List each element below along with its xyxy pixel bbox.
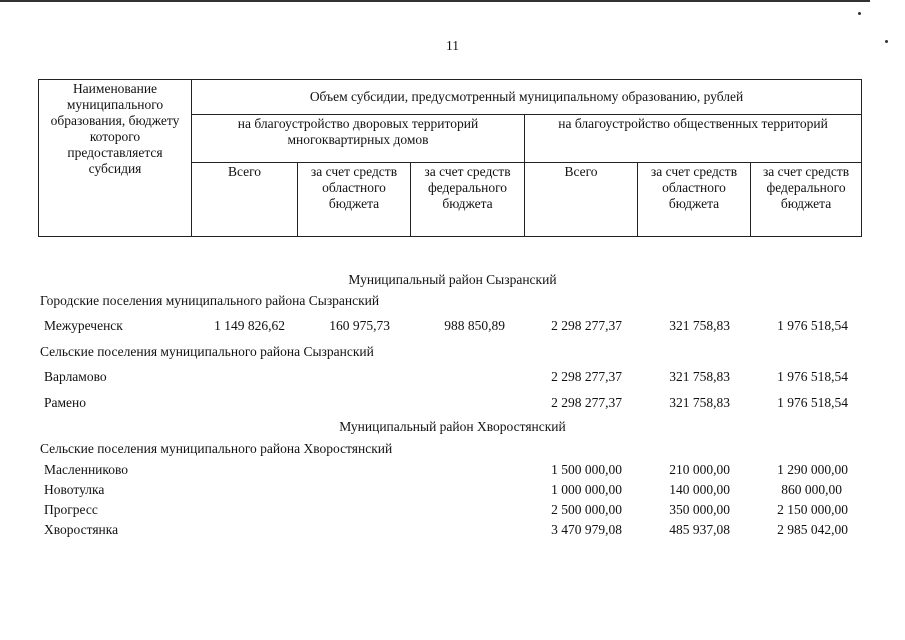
table-row — [0, 462, 905, 480]
header-group-yards: на благоустройство дворовых территорий многоквартирных домов — [192, 115, 525, 163]
scan-top-edge — [0, 0, 870, 2]
row-yards-total: 1 149 826,62 — [214, 318, 285, 333]
row-public-regional: 210 000,00 — [669, 462, 730, 477]
section-district-syzran: Муниципальный район Сызранский — [348, 272, 557, 287]
row-name: Рамено — [44, 395, 87, 410]
row-public-total: 1 500 000,00 — [551, 462, 622, 477]
table-row — [0, 482, 905, 500]
header-group-public: на благоустройство общественных территорий — [525, 115, 862, 163]
row-public-federal: 2 985 042,00 — [777, 522, 848, 537]
row-public-regional: 321 758,83 — [669, 369, 730, 384]
row-public-total: 2 500 000,00 — [551, 502, 622, 517]
row-public-federal: 2 150 000,00 — [777, 502, 848, 517]
row-public-total: 1 000 000,00 — [551, 482, 622, 497]
header-volume-title: Объем субсидии, предусмотренный муниципальному образованию, рублей — [192, 80, 862, 115]
row-name: Прогресс — [44, 502, 98, 517]
row-name: Межуреченск — [44, 318, 123, 333]
row-public-federal: 1 976 518,54 — [777, 369, 848, 384]
table-row — [0, 318, 905, 336]
row-yards-federal: 988 850,89 — [444, 318, 505, 333]
row-public-total: 3 470 979,08 — [551, 522, 622, 537]
row-public-total: 2 298 277,37 — [551, 395, 622, 410]
header-name-column: Наименование муниципального образования, бюджету которого предоставляется субсидия — [39, 80, 192, 237]
row-public-federal: 1 976 518,54 — [777, 395, 848, 410]
scan-speck — [858, 12, 861, 15]
page-number: 11 — [446, 38, 459, 53]
header-total-2: Всего — [525, 163, 638, 237]
row-public-federal: 860 000,00 — [781, 482, 842, 497]
header-table — [38, 79, 862, 237]
section-rural-syzran: Сельские поселения муниципального района Сызранский — [40, 344, 374, 359]
row-yards-regional: 160 975,73 — [329, 318, 390, 333]
row-public-federal: 1 976 518,54 — [777, 318, 848, 333]
row-public-regional: 321 758,83 — [669, 395, 730, 410]
header-regional: за счет средств областного бюджета — [298, 163, 411, 237]
row-name: Масленниково — [44, 462, 129, 477]
row-name: Новотулка — [44, 482, 105, 497]
row-public-regional: 140 000,00 — [669, 482, 730, 497]
header-regional-2: за счет средств областного бюджета — [638, 163, 751, 237]
row-public-regional: 485 937,08 — [669, 522, 730, 537]
table-row — [0, 502, 905, 520]
header-federal-2: за счет средств федерального бюджета — [751, 163, 862, 237]
section-district-khvor: Муниципальный район Хворостянский — [339, 419, 566, 434]
header-total: Всего — [192, 163, 298, 237]
table-row — [0, 395, 905, 413]
row-public-total: 2 298 277,37 — [551, 318, 622, 333]
row-public-regional: 350 000,00 — [669, 502, 730, 517]
table-row — [0, 369, 905, 387]
table-row — [0, 522, 905, 540]
row-public-total: 2 298 277,37 — [551, 369, 622, 384]
section-rural-khvor: Сельские поселения муниципального района Хворостянский — [40, 441, 393, 456]
row-public-federal: 1 290 000,00 — [777, 462, 848, 477]
row-name: Варламово — [44, 369, 107, 384]
header-federal: за счет средств федерального бюджета — [411, 163, 525, 237]
section-urban-syzran: Городские поселения муниципального района Сызранский — [40, 293, 380, 308]
row-name: Хворостянка — [44, 522, 119, 537]
row-public-regional: 321 758,83 — [669, 318, 730, 333]
